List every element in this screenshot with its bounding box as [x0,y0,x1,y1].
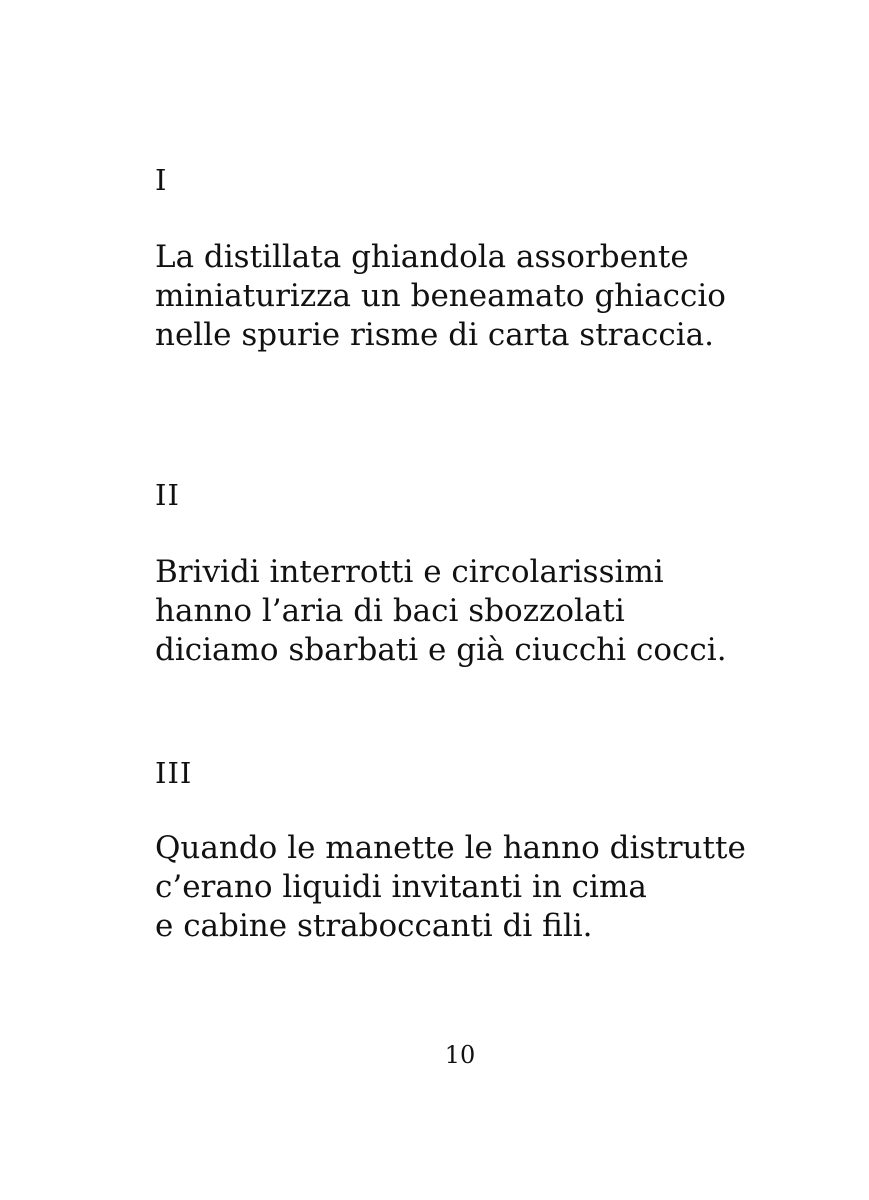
stanza-line: hanno l’aria di baci sbozzolati [155,593,625,629]
page-number: 10 [444,1041,476,1069]
section-numeral-2: II [155,478,180,512]
stanza-line: Brividi interrotti e circolarissimi [155,554,664,590]
stanza-1 [155,238,726,355]
stanza-line: Quando le manette le hanno distrutte [155,830,746,866]
section-numeral-3: III [155,756,193,790]
stanza-line: miniaturizza un beneamato ghiaccio [155,278,726,314]
section-numeral-1: I [155,163,168,197]
stanza-line: diciamo sbarbati e già ciucchi cocci. [155,632,727,668]
stanza-line: e cabine straboccanti di fili. [155,908,593,944]
stanza-2 [155,553,727,670]
stanza-line: c’erano liquidi invitanti in cima [155,869,647,905]
stanza-line: La distillata ghiandola assorbente [155,239,689,275]
stanza-line: nelle spurie risme di carta straccia. [155,317,714,353]
stanza-3 [155,829,746,946]
